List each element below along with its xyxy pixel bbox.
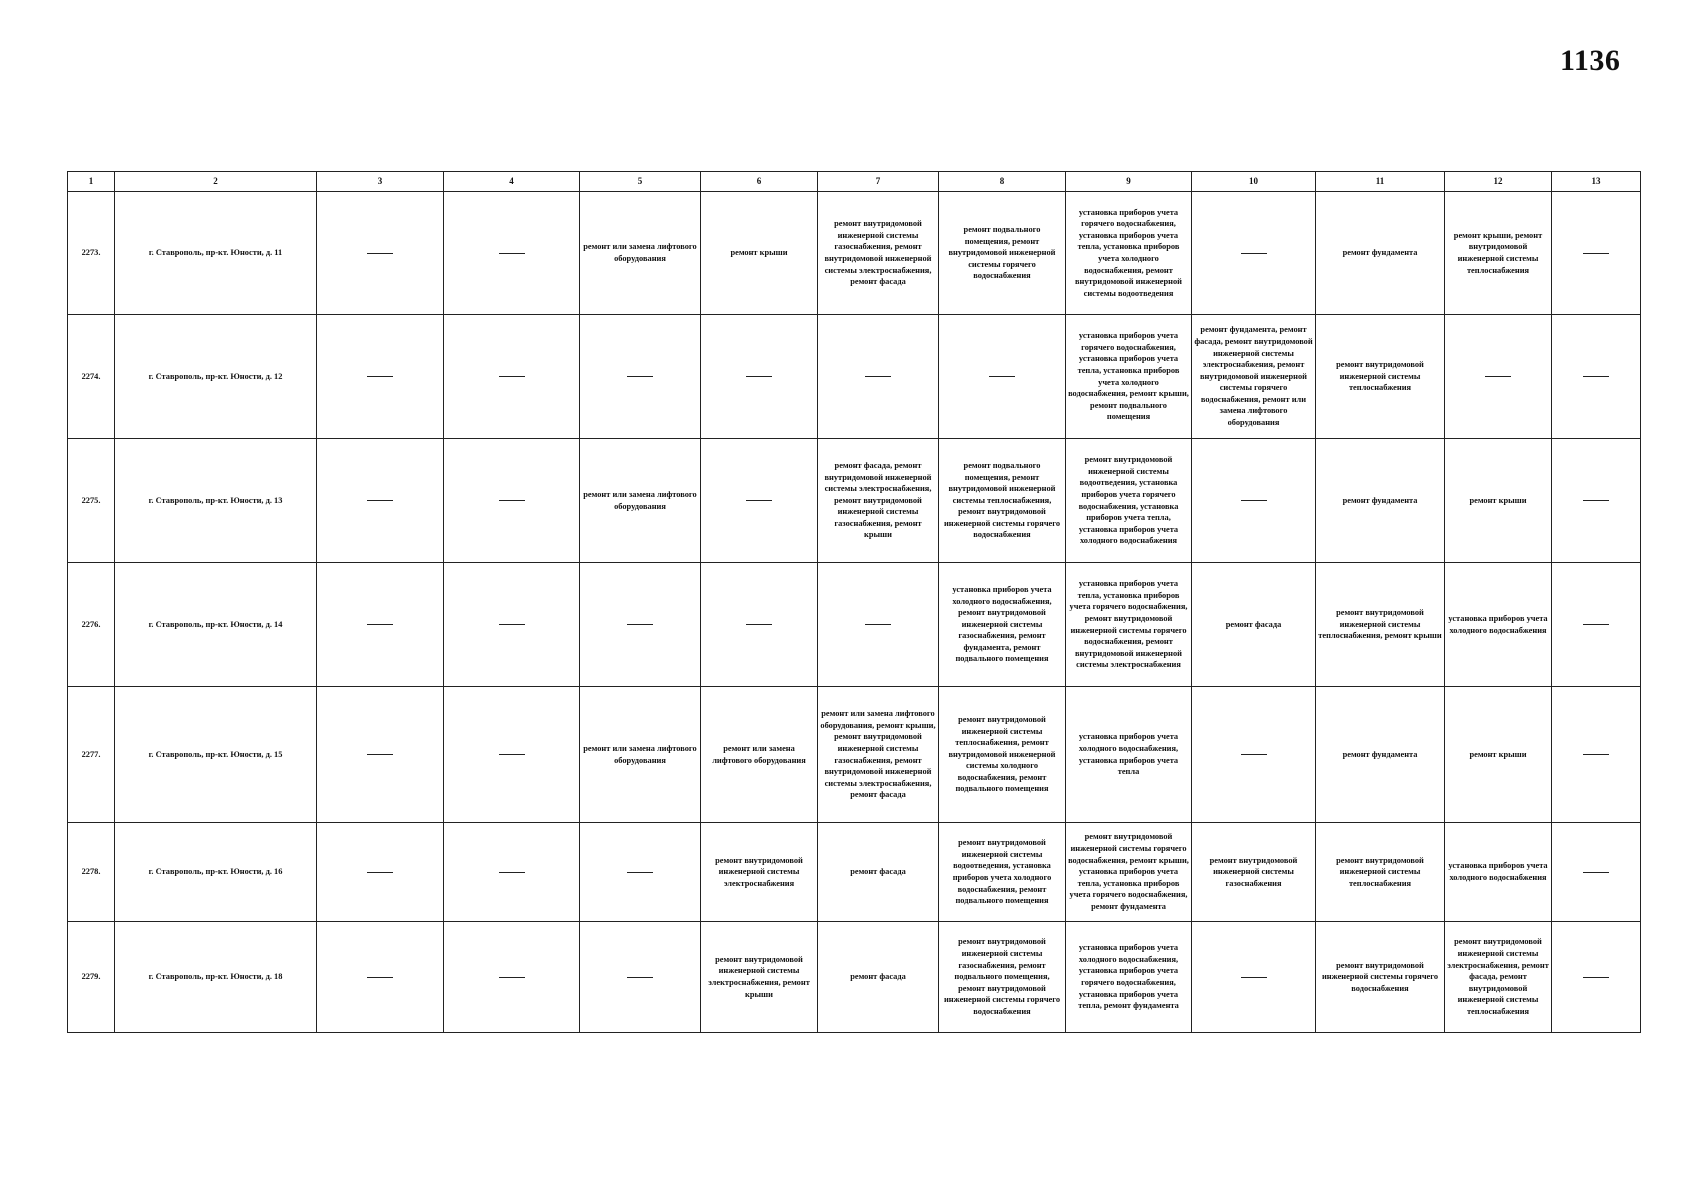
empty-cell — [444, 687, 580, 823]
empty-cell — [580, 823, 701, 922]
work-cell: ремонт подвального помещения, ремонт внутридомовой инженерной системы теплоснабжения, ремонт внутридомовой инженерной системы горячего водоснабжения — [939, 439, 1066, 563]
dash-mark — [499, 872, 525, 873]
repair-schedule-table — [67, 171, 1641, 1033]
empty-cell — [1552, 439, 1641, 563]
dash-mark — [865, 376, 891, 377]
dash-mark — [499, 977, 525, 978]
work-cell: установка приборов учета холодного водоснабжения, установка приборов учета тепла — [1066, 687, 1192, 823]
table-row — [68, 192, 1641, 315]
row-address: г. Ставрополь, пр-кт. Юности, д. 13 — [115, 439, 317, 563]
row-address: г. Ставрополь, пр-кт. Юности, д. 14 — [115, 563, 317, 687]
work-cell: установка приборов учета холодного водоснабжения, ремонт внутридомовой инженерной системы газоснабжения, ремонт фундамента, ремонт подвального помещения — [939, 563, 1066, 687]
empty-cell — [1552, 192, 1641, 315]
row-number: 2278. — [68, 823, 115, 922]
table-row — [68, 563, 1641, 687]
empty-cell — [701, 315, 818, 439]
dash-mark — [1241, 253, 1267, 254]
work-cell: ремонт внутридомовой инженерной системы водоотведения, установка приборов учета холодного водоснабжения, ремонт подвального помещения — [939, 823, 1066, 922]
dash-mark — [499, 253, 525, 254]
page-number: 1136 — [1560, 44, 1621, 77]
column-header: 5 — [580, 172, 701, 192]
work-cell: установка приборов учета холодного водоснабжения, установка приборов учета горячего водоснабжения, установка приборов учета тепла, ремонт фундамента — [1066, 922, 1192, 1033]
empty-cell — [444, 922, 580, 1033]
empty-cell — [317, 563, 444, 687]
dash-mark — [367, 376, 393, 377]
column-header: 10 — [1192, 172, 1316, 192]
dash-mark — [746, 624, 772, 625]
empty-cell — [317, 192, 444, 315]
column-header: 3 — [317, 172, 444, 192]
dash-mark — [627, 376, 653, 377]
dash-mark — [499, 754, 525, 755]
dash-mark — [499, 376, 525, 377]
empty-cell — [1552, 315, 1641, 439]
work-cell: ремонт фасада — [818, 922, 939, 1033]
work-cell: ремонт крыши — [1445, 439, 1552, 563]
work-cell: ремонт внутридомовой инженерной системы горячего водоснабжения — [1316, 922, 1445, 1033]
dash-mark — [1583, 500, 1609, 501]
dash-mark — [1583, 977, 1609, 978]
empty-cell — [580, 563, 701, 687]
dash-mark — [367, 754, 393, 755]
column-header: 7 — [818, 172, 939, 192]
empty-cell — [444, 823, 580, 922]
dash-mark — [627, 624, 653, 625]
work-cell: ремонт фундамента, ремонт фасада, ремонт внутридомовой инженерной системы электроснабжения, ремонт внутридомовой инженерной системы горячего водоснабжения, ремонт или замена лифтового оборудования — [1192, 315, 1316, 439]
table-body — [68, 192, 1641, 1033]
empty-cell — [1192, 687, 1316, 823]
dash-mark — [1583, 872, 1609, 873]
column-header: 8 — [939, 172, 1066, 192]
work-cell: ремонт крыши — [701, 192, 818, 315]
work-cell: ремонт внутридомовой инженерной системы электроснабжения, ремонт крыши — [701, 922, 818, 1033]
column-header: 13 — [1552, 172, 1641, 192]
empty-cell — [701, 439, 818, 563]
empty-cell — [317, 922, 444, 1033]
dash-mark — [367, 872, 393, 873]
table-row — [68, 687, 1641, 823]
empty-cell — [1552, 823, 1641, 922]
work-cell: ремонт внутридомовой инженерной системы теплоснабжения — [1316, 315, 1445, 439]
work-cell: ремонт внутридомовой инженерной системы газоснабжения — [1192, 823, 1316, 922]
row-address: г. Ставрополь, пр-кт. Юности, д. 15 — [115, 687, 317, 823]
dash-mark — [367, 624, 393, 625]
row-number: 2273. — [68, 192, 115, 315]
empty-cell — [939, 315, 1066, 439]
empty-cell — [1192, 192, 1316, 315]
row-address: г. Ставрополь, пр-кт. Юности, д. 12 — [115, 315, 317, 439]
work-cell: ремонт крыши, ремонт внутридомовой инженерной системы теплоснабжения — [1445, 192, 1552, 315]
work-cell: ремонт внутридомовой инженерной системы теплоснабжения, ремонт крыши — [1316, 563, 1445, 687]
dash-mark — [1241, 977, 1267, 978]
dash-mark — [1583, 624, 1609, 625]
empty-cell — [818, 563, 939, 687]
dash-mark — [367, 253, 393, 254]
work-cell: ремонт внутридомовой инженерной системы электроснабжения — [701, 823, 818, 922]
dash-mark — [1241, 754, 1267, 755]
empty-cell — [818, 315, 939, 439]
work-cell: ремонт фасада, ремонт внутридомовой инженерной системы электроснабжения, ремонт внутридомовой инженерной системы газоснабжения, ремонт крыши — [818, 439, 939, 563]
column-header: 6 — [701, 172, 818, 192]
empty-cell — [444, 563, 580, 687]
work-cell: ремонт внутридомовой инженерной системы газоснабжения, ремонт внутридомовой инженерной системы электроснабжения, ремонт фасада — [818, 192, 939, 315]
empty-cell — [1552, 922, 1641, 1033]
work-cell: ремонт фундамента — [1316, 439, 1445, 563]
work-cell: установка приборов учета горячего водоснабжения, установка приборов учета тепла, установка приборов учета холодного водоснабжения, ремонт внутридомовой инженерной системы водоотведения — [1066, 192, 1192, 315]
empty-cell — [1552, 687, 1641, 823]
dash-mark — [1485, 376, 1511, 377]
dash-mark — [746, 376, 772, 377]
dash-mark — [499, 500, 525, 501]
dash-mark — [1583, 253, 1609, 254]
table-row — [68, 439, 1641, 563]
row-address: г. Ставрополь, пр-кт. Юности, д. 16 — [115, 823, 317, 922]
work-cell: ремонт внутридомовой инженерной системы теплоснабжения — [1316, 823, 1445, 922]
work-cell: ремонт или замена лифтового оборудования, ремонт крыши, ремонт внутридомовой инженерной системы газоснабжения, ремонт внутридомовой инженерной системы электроснабжения, ремонт фасада — [818, 687, 939, 823]
dash-mark — [367, 500, 393, 501]
dash-mark — [627, 872, 653, 873]
column-header-row — [68, 172, 1641, 192]
row-number: 2275. — [68, 439, 115, 563]
column-header: 11 — [1316, 172, 1445, 192]
dash-mark — [367, 977, 393, 978]
row-address: г. Ставрополь, пр-кт. Юности, д. 11 — [115, 192, 317, 315]
empty-cell — [1192, 439, 1316, 563]
column-header: 1 — [68, 172, 115, 192]
dash-mark — [1241, 500, 1267, 501]
work-cell: ремонт внутридомовой инженерной системы теплоснабжения, ремонт внутридомовой инженерной системы холодного водоснабжения, ремонт подвального помещения — [939, 687, 1066, 823]
dash-mark — [499, 624, 525, 625]
dash-mark — [989, 376, 1015, 377]
work-cell: ремонт фасада — [1192, 563, 1316, 687]
table-row — [68, 823, 1641, 922]
row-number: 2277. — [68, 687, 115, 823]
work-cell: ремонт фундамента — [1316, 192, 1445, 315]
work-cell: ремонт или замена лифтового оборудования — [580, 192, 701, 315]
dash-mark — [627, 977, 653, 978]
dash-mark — [865, 624, 891, 625]
work-cell: ремонт внутридомовой инженерной системы горячего водоснабжения, ремонт крыши, установка приборов учета тепла, установка приборов учета горячего водоснабжения, ремонт фундамента — [1066, 823, 1192, 922]
row-number: 2274. — [68, 315, 115, 439]
row-number: 2279. — [68, 922, 115, 1033]
work-cell: ремонт внутридомовой инженерной системы водоотведения, установка приборов учета горячего водоснабжения, установка приборов учета тепла, установка приборов учета холодного водоснабжения — [1066, 439, 1192, 563]
empty-cell — [444, 439, 580, 563]
column-header: 2 — [115, 172, 317, 192]
work-cell: ремонт фундамента — [1316, 687, 1445, 823]
table-row — [68, 922, 1641, 1033]
row-address: г. Ставрополь, пр-кт. Юности, д. 18 — [115, 922, 317, 1033]
empty-cell — [317, 823, 444, 922]
work-cell: ремонт или замена лифтового оборудования — [580, 439, 701, 563]
empty-cell — [1552, 563, 1641, 687]
dash-mark — [1583, 376, 1609, 377]
empty-cell — [317, 687, 444, 823]
column-header: 4 — [444, 172, 580, 192]
work-cell: ремонт внутридомовой инженерной системы электроснабжения, ремонт фасада, ремонт внутридомовой инженерной системы теплоснабжения — [1445, 922, 1552, 1033]
empty-cell — [444, 315, 580, 439]
work-cell: ремонт или замена лифтового оборудования — [701, 687, 818, 823]
empty-cell — [580, 922, 701, 1033]
work-cell: установка приборов учета холодного водоснабжения — [1445, 563, 1552, 687]
column-header: 9 — [1066, 172, 1192, 192]
work-cell: установка приборов учета холодного водоснабжения — [1445, 823, 1552, 922]
empty-cell — [701, 563, 818, 687]
work-cell: ремонт подвального помещения, ремонт внутридомовой инженерной системы горячего водоснабжения — [939, 192, 1066, 315]
column-header: 12 — [1445, 172, 1552, 192]
empty-cell — [1192, 922, 1316, 1033]
empty-cell — [317, 315, 444, 439]
work-cell: ремонт фасада — [818, 823, 939, 922]
row-number: 2276. — [68, 563, 115, 687]
empty-cell — [1445, 315, 1552, 439]
empty-cell — [444, 192, 580, 315]
dash-mark — [1583, 754, 1609, 755]
work-cell: установка приборов учета горячего водоснабжения, установка приборов учета тепла, установка приборов учета холодного водоснабжения, ремонт крыши, ремонт подвального помещения — [1066, 315, 1192, 439]
empty-cell — [317, 439, 444, 563]
work-cell: ремонт крыши — [1445, 687, 1552, 823]
table-row — [68, 315, 1641, 439]
work-cell: установка приборов учета тепла, установка приборов учета горячего водоснабжения, ремонт внутридомовой инженерной системы горячего водоснабжения, ремонт внутридомовой инженерной системы электроснабжения — [1066, 563, 1192, 687]
dash-mark — [746, 500, 772, 501]
empty-cell — [580, 315, 701, 439]
work-cell: ремонт или замена лифтового оборудования — [580, 687, 701, 823]
work-cell: ремонт внутридомовой инженерной системы газоснабжения, ремонт подвального помещения, ремонт внутридомовой инженерной системы горячего водоснабжения — [939, 922, 1066, 1033]
